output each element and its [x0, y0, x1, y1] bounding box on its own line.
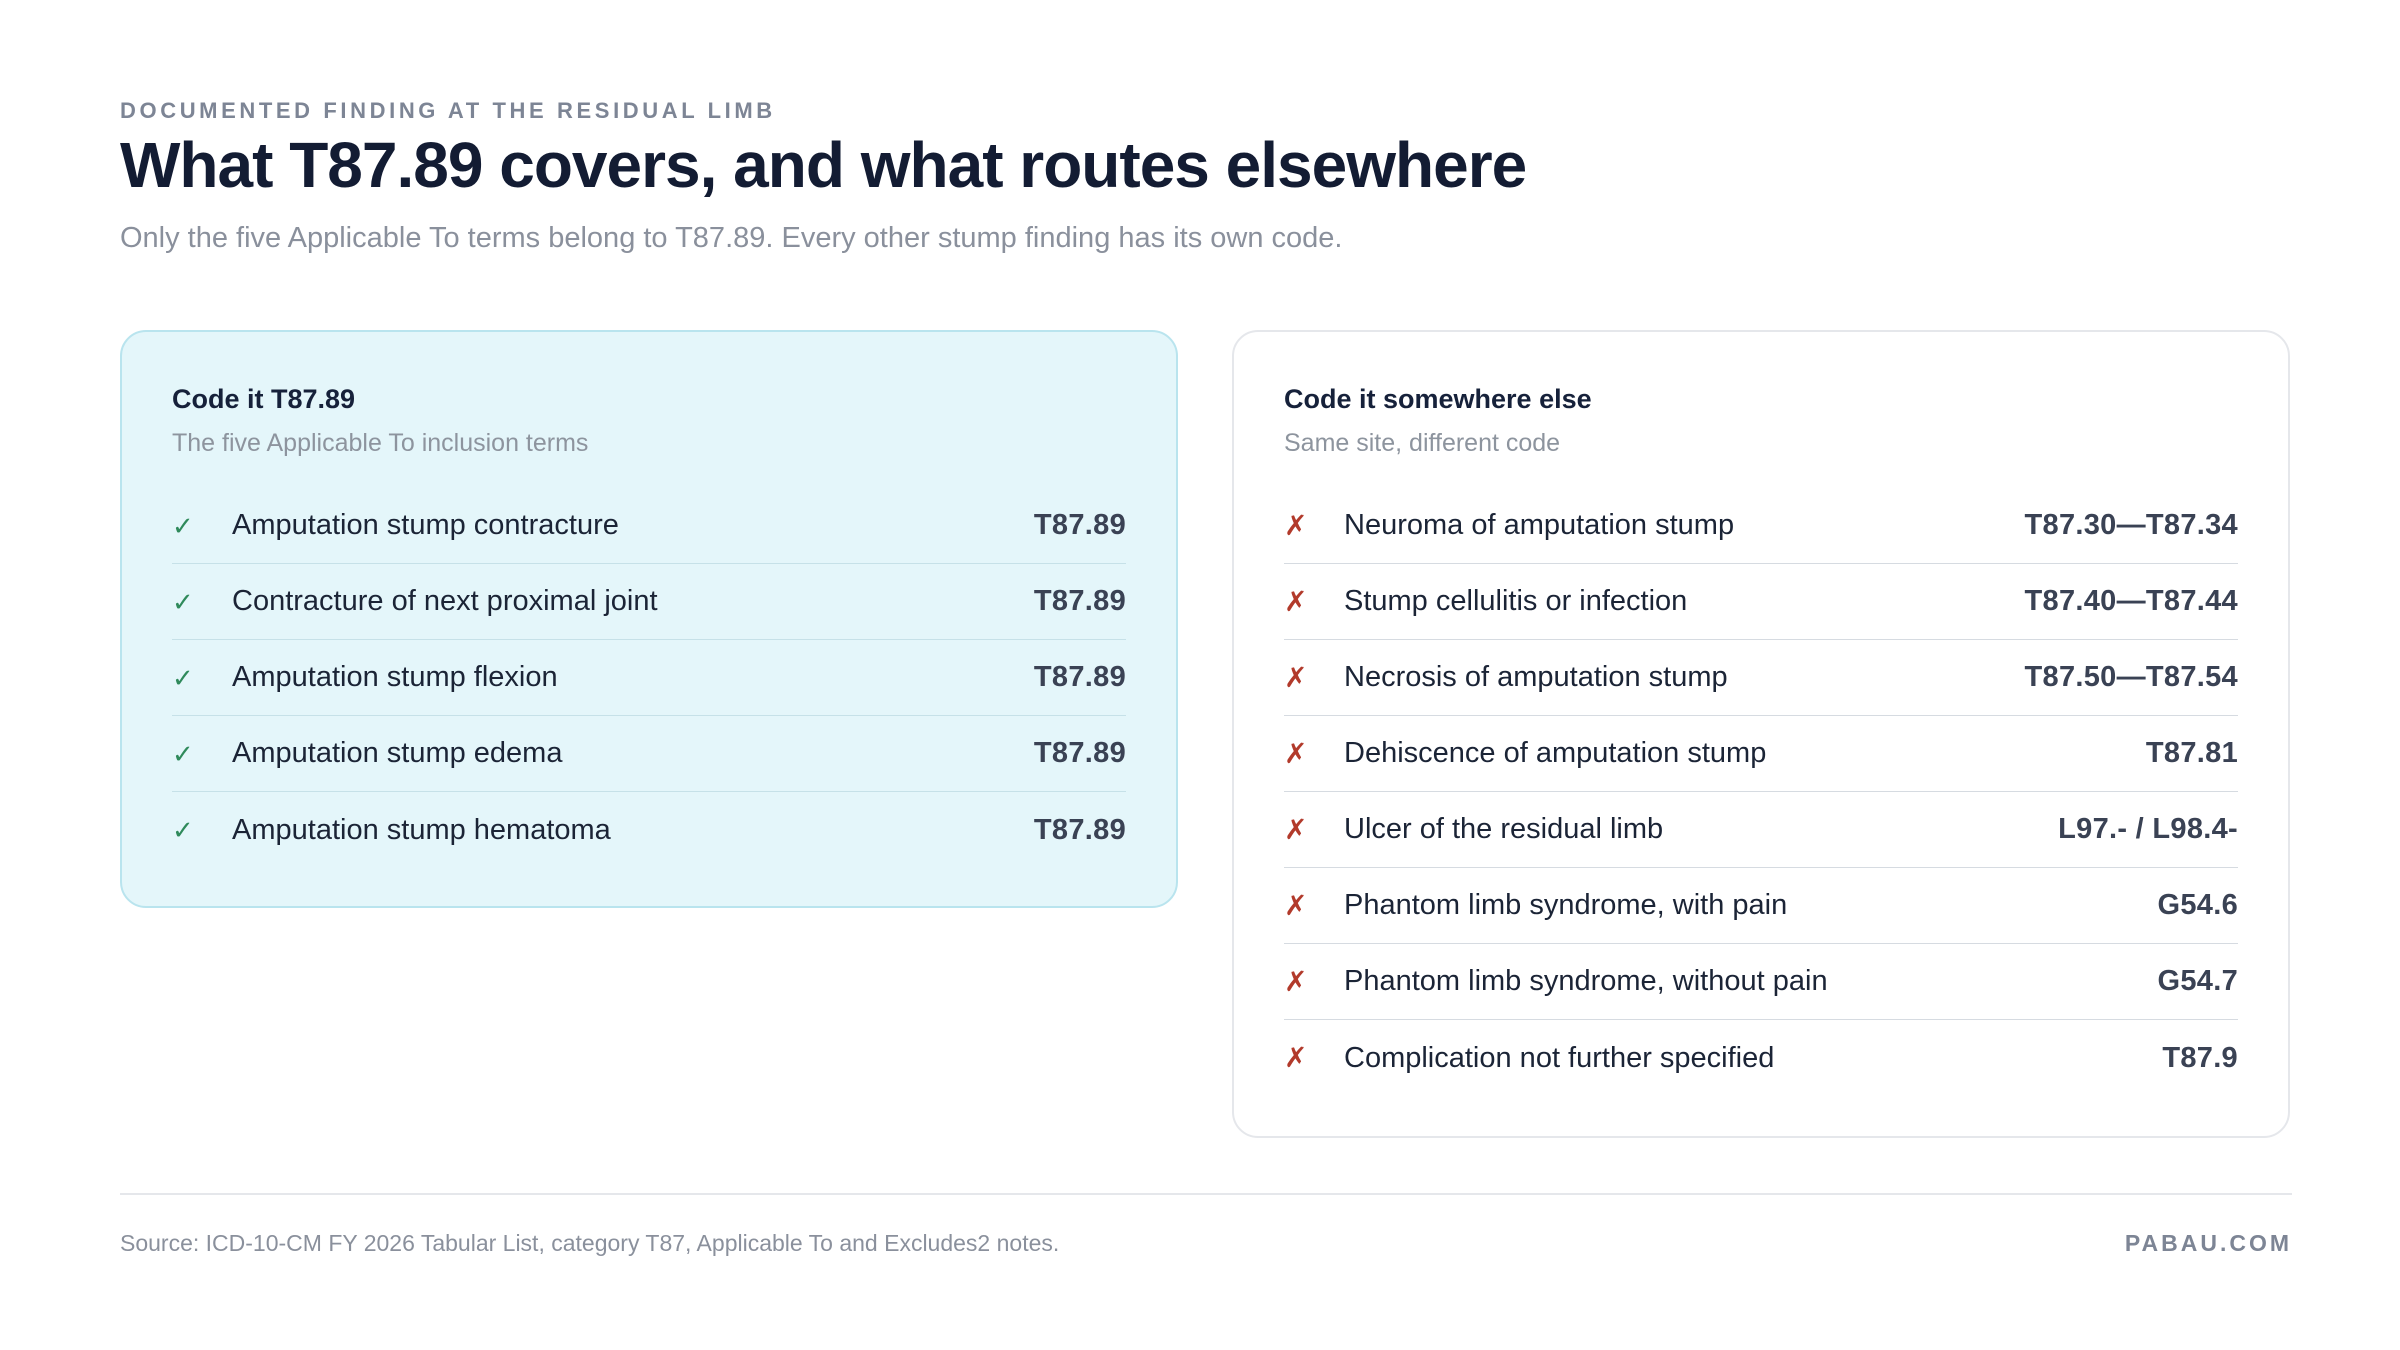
item-label: Phantom limb syndrome, without pain — [1344, 965, 1828, 997]
cross-icon: ✗ — [1284, 661, 1308, 693]
item-code: T87.50—T87.54 — [2024, 661, 2238, 693]
cross-icon: ✗ — [1284, 737, 1308, 769]
cross-icon: ✗ — [1284, 585, 1308, 617]
list-item — [172, 716, 1126, 792]
item-label: Amputation stump contracture — [232, 509, 619, 541]
item-label: Stump cellulitis or infection — [1344, 585, 1688, 617]
list-item — [1284, 868, 2238, 944]
item-code: T87.40—T87.44 — [2024, 585, 2238, 617]
source-note: Source: ICD-10-CM FY 2026 Tabular List, category T87, Applicable To and Excludes2 notes. — [120, 1230, 1060, 1256]
page-title: What T87.89 covers, and what routes elsewhere — [120, 129, 1527, 201]
item-code: T87.9 — [2162, 1041, 2238, 1074]
list-item — [1284, 640, 2238, 716]
item-label: Phantom limb syndrome, with pain — [1344, 889, 1788, 921]
footer-divider — [120, 1193, 2292, 1195]
check-icon: ✓ — [172, 815, 194, 845]
check-icon: ✓ — [172, 510, 194, 541]
cross-icon: ✗ — [1284, 813, 1308, 845]
list-item — [172, 564, 1126, 640]
included-card — [120, 330, 1178, 908]
list-item — [172, 488, 1126, 564]
item-code: T87.30—T87.34 — [2024, 509, 2238, 541]
brand-label: PABAU.COM — [2124, 1230, 2292, 1256]
excluded-card-subtitle: Same site, different code — [1284, 429, 1561, 457]
item-code: G54.7 — [2157, 965, 2238, 997]
cross-icon: ✗ — [1284, 1042, 1308, 1073]
excluded-card — [1232, 330, 2290, 1138]
item-code: L97.- / L98.4- — [2058, 813, 2238, 845]
list-item — [1284, 564, 2238, 640]
list-item — [172, 792, 1126, 868]
item-code: T87.89 — [1033, 813, 1126, 846]
item-label: Necrosis of amputation stump — [1344, 661, 1728, 693]
excluded-card-title: Code it somewhere else — [1284, 384, 1592, 414]
item-label: Ulcer of the residual limb — [1344, 813, 1664, 845]
item-label: Dehiscence of amputation stump — [1344, 737, 1767, 769]
cross-icon: ✗ — [1284, 509, 1308, 541]
item-code: T87.89 — [1033, 661, 1126, 693]
check-icon: ✓ — [172, 738, 194, 769]
item-label: Neuroma of amputation stump — [1344, 509, 1735, 541]
cross-icon: ✗ — [1284, 965, 1308, 997]
item-label: Amputation stump hematoma — [232, 813, 611, 846]
list-item — [1284, 488, 2238, 564]
item-label: Amputation stump edema — [232, 737, 563, 769]
included-card-title: Code it T87.89 — [172, 384, 356, 414]
included-list — [172, 488, 1126, 868]
page-subtitle: Only the five Applicable To terms belong to T87.89. Every other stump finding has its own code. — [120, 222, 1343, 254]
item-code: T87.89 — [1033, 585, 1126, 617]
check-icon: ✓ — [172, 662, 194, 693]
list-item — [172, 640, 1126, 716]
item-label: Amputation stump flexion — [232, 661, 558, 693]
list-item — [1284, 1020, 2238, 1096]
excluded-list — [1284, 488, 2238, 1096]
included-card-subtitle: The five Applicable To inclusion terms — [172, 429, 589, 457]
item-code: T87.89 — [1033, 737, 1126, 769]
list-item — [1284, 944, 2238, 1020]
cross-icon: ✗ — [1284, 889, 1308, 921]
list-item — [1284, 792, 2238, 868]
list-item — [1284, 716, 2238, 792]
item-code: T87.81 — [2145, 737, 2238, 769]
item-code: G54.6 — [2157, 889, 2238, 921]
item-label: Contracture of next proximal joint — [232, 585, 658, 617]
eyebrow-label: DOCUMENTED FINDING AT THE RESIDUAL LIMB — [120, 98, 776, 123]
check-icon: ✓ — [172, 586, 194, 617]
item-label: Complication not further specified — [1344, 1041, 1775, 1074]
item-code: T87.89 — [1033, 509, 1126, 541]
